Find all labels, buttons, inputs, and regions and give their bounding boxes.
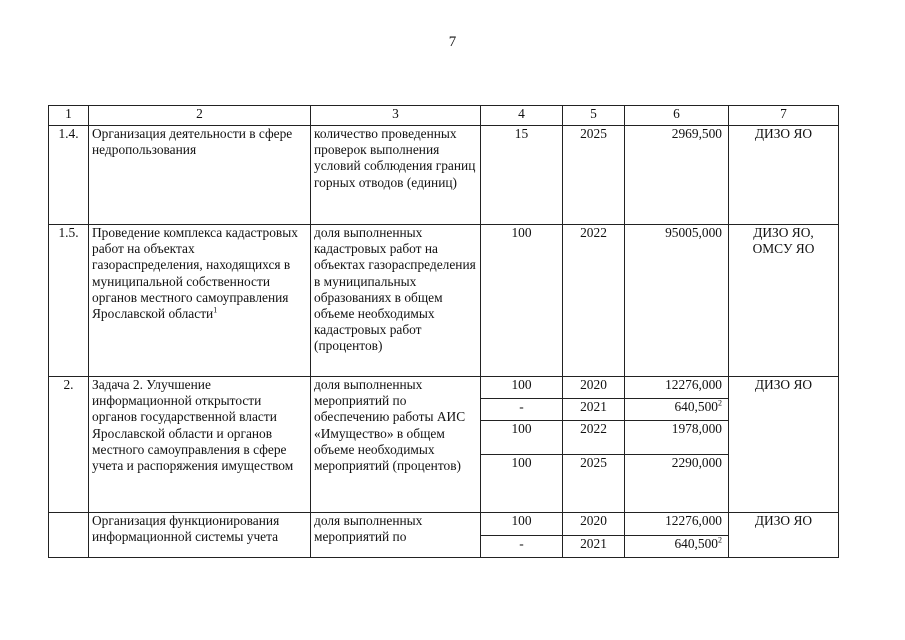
activity-name: [89, 225, 311, 377]
table-row: [49, 126, 839, 225]
footnote-mark: 2: [718, 535, 722, 545]
table-row: [49, 377, 839, 399]
page-number: 7: [448, 34, 457, 50]
indicator-value: 100: [481, 421, 563, 455]
header-cell: 5: [563, 106, 625, 126]
indicator-value: 100: [481, 455, 563, 513]
activity-name: Организация функционирования информационной системы учета: [89, 513, 311, 558]
header-cell: 7: [729, 106, 839, 126]
amount-cell: 1978,000: [625, 421, 729, 455]
activity-name: Организация деятельности в сфере недропользования: [89, 126, 311, 225]
table-row: [49, 225, 839, 377]
indicator-value: 100: [481, 225, 563, 377]
year-cell: 2022: [563, 225, 625, 377]
row-number: 1.5.: [49, 225, 89, 377]
year-cell: 2025: [563, 455, 625, 513]
footnote-mark: 2: [718, 398, 722, 408]
activity-name-text: Проведение комплекса кадастровых работ на объектах газораспределения, находящихся в муниципальной собственности органов местного самоуправления Ярославской области: [92, 225, 298, 322]
indicator-text: количество проведенных проверок выполнения условий соблюдения границ горных отводов (единиц): [311, 126, 481, 225]
header-cell: 3: [311, 106, 481, 126]
indicator-value: -: [481, 536, 563, 558]
activity-name: Задача 2. Улучшение информационной открытости органов государственной власти Ярославской области и органов местного самоуправления в сфере учета и распоряжения имуществом: [89, 377, 311, 513]
row-number: [49, 513, 89, 558]
indicator-text: доля выполненных кадастровых работ на объектах газораспределения в муниципальных образованиях в общем объеме необходимых кадастровых работ (процентов): [311, 225, 481, 377]
indicator-value: 100: [481, 377, 563, 399]
year-cell: 2022: [563, 421, 625, 455]
executor-cell: ДИЗО ЯО: [729, 377, 839, 513]
year-cell: 2021: [563, 399, 625, 421]
indicator-text: доля выполненных мероприятий по: [311, 513, 481, 558]
amount-cell: 2290,000: [625, 455, 729, 513]
indicator-value: -: [481, 399, 563, 421]
amount-text: 640,500: [674, 399, 718, 414]
header-row: [49, 106, 839, 126]
year-cell: 2020: [563, 377, 625, 399]
header-cell: 4: [481, 106, 563, 126]
amount-text: 640,500: [674, 536, 718, 551]
executor-cell: ДИЗО ЯО: [729, 513, 839, 558]
header-cell: 2: [89, 106, 311, 126]
executor-cell: ДИЗО ЯО, ОМСУ ЯО: [729, 225, 839, 377]
program-table: [48, 105, 839, 558]
year-cell: 2020: [563, 513, 625, 536]
header-cell: 1: [49, 106, 89, 126]
executor-cell: ДИЗО ЯО: [729, 126, 839, 225]
table-row: [49, 513, 839, 536]
amount-cell: 2969,500: [625, 126, 729, 225]
indicator-value: 15: [481, 126, 563, 225]
amount-cell: 12276,000: [625, 513, 729, 536]
amount-cell: [625, 399, 729, 421]
row-number: 1.4.: [49, 126, 89, 225]
amount-cell: 12276,000: [625, 377, 729, 399]
row-number: 2.: [49, 377, 89, 513]
footnote-mark: 1: [213, 305, 218, 315]
amount-cell: [625, 536, 729, 558]
header-cell: 6: [625, 106, 729, 126]
year-cell: 2025: [563, 126, 625, 225]
indicator-value: 100: [481, 513, 563, 536]
year-cell: 2021: [563, 536, 625, 558]
amount-cell: 95005,000: [625, 225, 729, 377]
indicator-text: доля выполненных мероприятий по обеспечению работы АИС «Имущество» в общем объеме необходимых мероприятий (процентов): [311, 377, 481, 513]
